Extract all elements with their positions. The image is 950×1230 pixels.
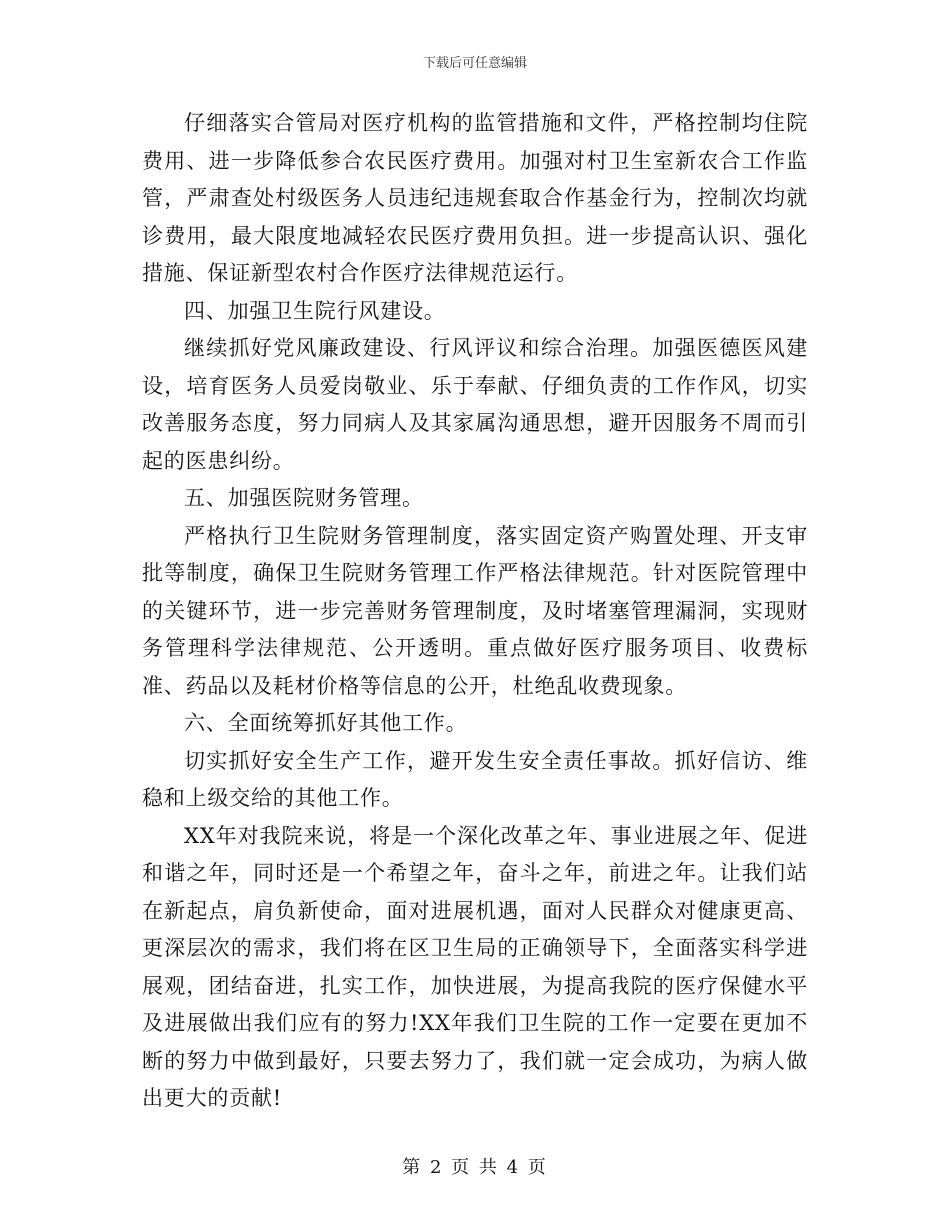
paragraph-supervision: 仔细落实合管局对医疗机构的监管措施和文件，严格控制均住院费用、进一步降低参合农民医疗费用。加强对村卫生室新农合工作监管，严肃查处村级医务人员违纪违规套取合作基金行为，控制次均就诊费用，最大限度地减轻农民医疗费用负担。进一步提高认识、强化措施、保证新型农村合作医疗法律规范运行。: [142, 111, 808, 285]
page-number: 第 2 页 共 4 页: [402, 1157, 548, 1178]
section-heading-4: 四、加强卫生院行风建设。: [184, 298, 446, 323]
paragraph-finance: 严格执行卫生院财务管理制度，落实固定资产购置处理、开支审批等制度，确保卫生院财务管理工作严格法律规范。针对医院管理中的关键环节，进一步完善财务管理制度，及时堵塞管理漏洞，实现财务管理科学法律规范、公开透明。重点做好医疗服务项目、收费标准、药品以及耗材价格等信息的公开，杜绝乱收费现象。: [142, 523, 808, 698]
page-header-note: 下载后可任意编辑: [422, 56, 527, 71]
section-heading-5: 五、加强医院财务管理。: [184, 486, 424, 510]
section-heading-6: 六、全面统筹抓好其他工作。: [184, 711, 468, 735]
paragraph-conduct: 继续抓好党风廉政建设、行风评议和综合治理。加强医德医风建设，培育医务人员爱岗敬业、乐于奉献、仔细负责的工作作风，切实改善服务态度，努力同病人及其家属沟通思想，避开因服务不周而引起的医患纠纷。: [142, 336, 808, 473]
paragraph-outlook: XX年对我院来说，将是一个深化改革之年、事业进展之年、促进和谐之年，同时还是一个希望之年，奋斗之年，前进之年。让我们站在新起点，肩负新使命，面对进展机遇，面对人民群众对健康更高、更深层次的需求，我们将在区卫生局的正确领导下，全面落实科学进展观，团结奋进，扎实工作，加快进展，为提高我院的医疗保健水平及进展做出我们应有的努力!XX年我们卫生院的工作一定要在更加不断的努力中做到最好，只要去努力了，我们就一定会成功，为病人做出更大的贡献!: [142, 823, 808, 1110]
paragraph-safety: 切实抓好安全生产工作，避开发生安全责任事故。抓好信访、维稳和上级交给的其他工作。: [142, 748, 808, 810]
document-body: [142, 105, 808, 1118]
